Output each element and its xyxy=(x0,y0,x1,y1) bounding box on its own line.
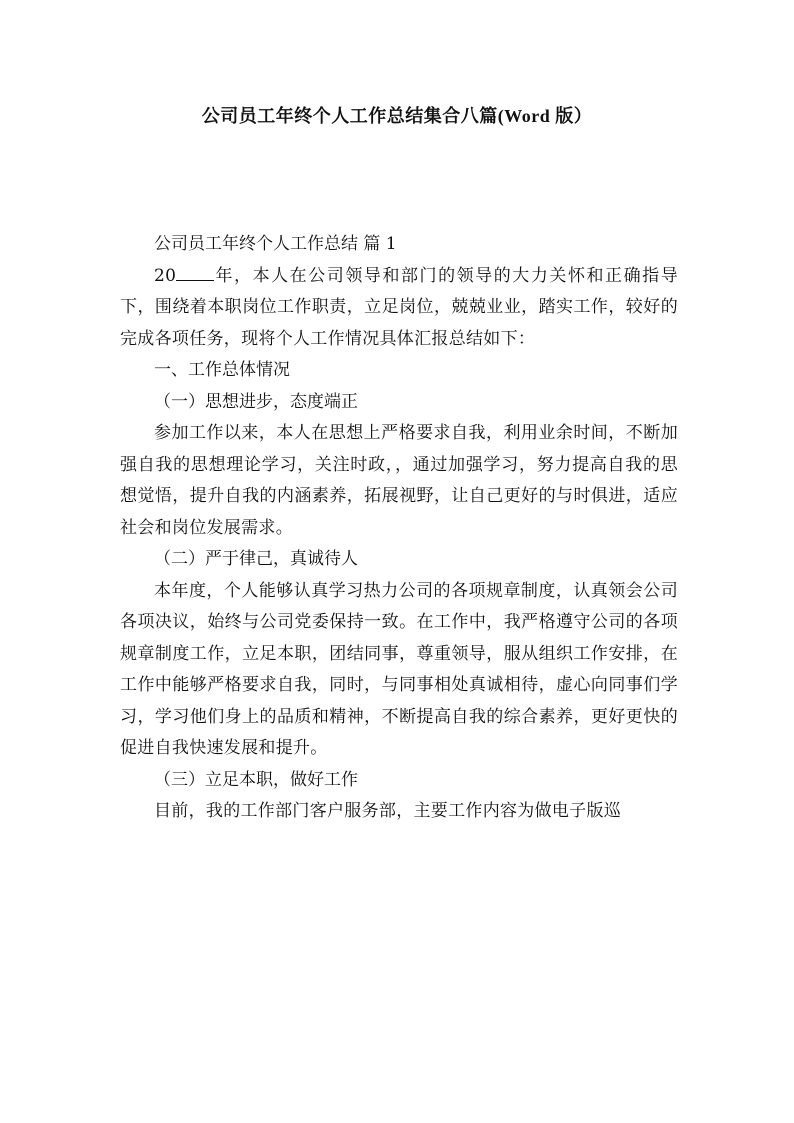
year-blank xyxy=(176,265,214,281)
paragraph-discipline: 本年度，个人能够认真学习热力公司的各项规章制度，认真领会公司各项决议，始终与公司党委保持一致。在工作中，我严格遵守公司的各项规章制度工作，立足本职，团结同事，尊重领导，服从组织工作安排，在工作中能够严格要求自我，同时，与同事相处真诚相待，虚心向同事们学习，学习他们身上的品质和精神，不断提高自我的综合素养，更好更快的促进自我快速发展和提升。 xyxy=(120,580,678,758)
subheading-discipline: （二）严于律己，真诚待人 xyxy=(154,549,358,569)
document-title: 公司员工年终个人工作总结集合八篇(Word 版） xyxy=(201,106,593,126)
intro-text: 年，本人在公司领导和部门的领导的大力关怀和正确指导下，围绕着本职岗位工作职责，立足岗位，兢兢业业，踏实工作，较好的完成各项任务，现将个人工作情况具体汇报总结如下： xyxy=(120,265,678,349)
section-heading: 公司员工年终个人工作总结 篇 1 xyxy=(154,234,397,254)
subheading-thought: （一）思想进步，态度端正 xyxy=(154,391,358,412)
intro-year-prefix: 20 xyxy=(154,265,177,286)
heading-overview: 一、工作总体情况 xyxy=(154,360,290,380)
subheading-duty: （三）立足本职，做好工作 xyxy=(154,769,358,790)
paragraph-thought: 参加工作以来，本人在思想上严格要求自我，利用业余时间，不断加强自我的思想理论学习，关注时政，，通过加强学习，努力提高自我的思想觉悟，提升自我的内涵素养，拓展视野，让自己更好的与时俱进，适应社会和岗位发展需求。 xyxy=(120,423,678,538)
intro-paragraph xyxy=(120,261,678,356)
document-body xyxy=(120,229,678,828)
paragraph-duty: 目前，我的工作部门客户服务部，主要工作内容为做电子版巡 xyxy=(154,801,622,821)
